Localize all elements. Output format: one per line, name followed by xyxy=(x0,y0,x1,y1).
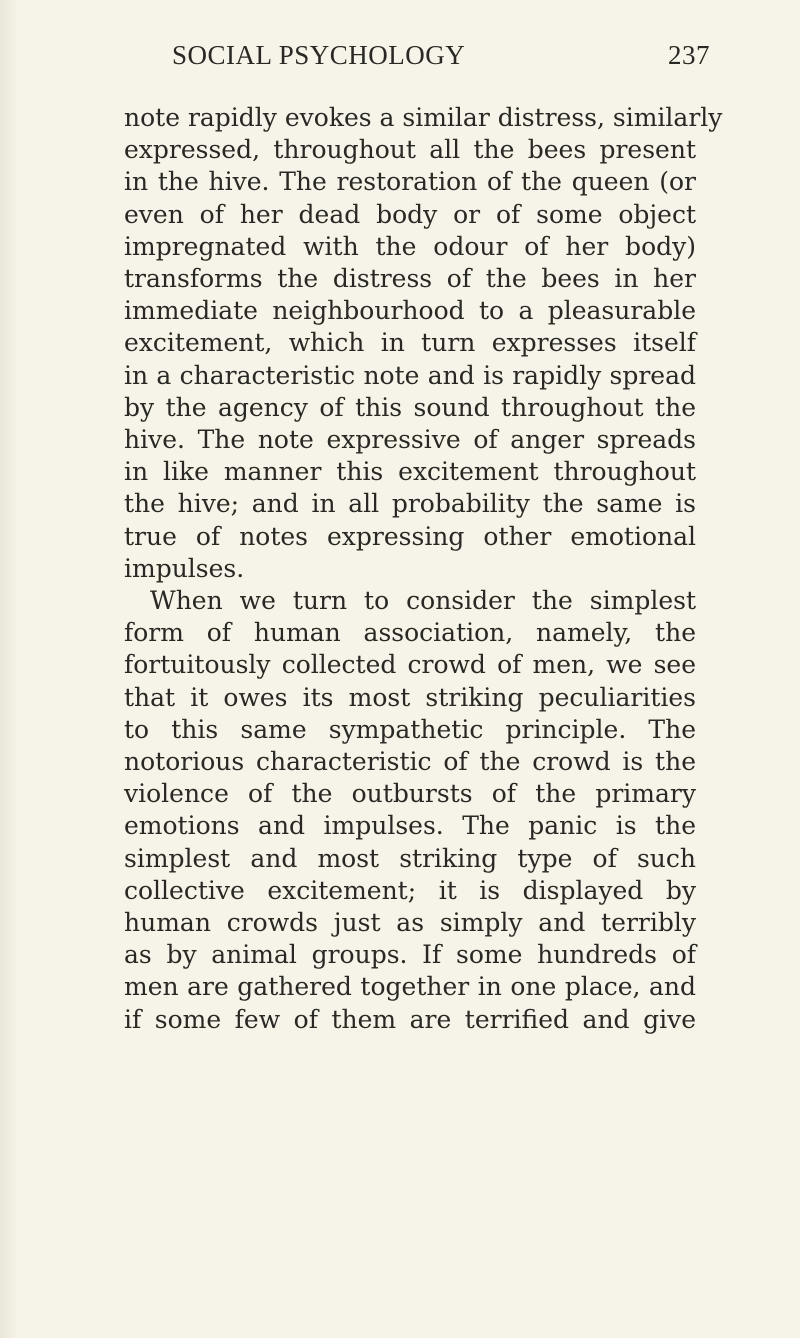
text-line: immediate neighbourhood to a pleasurable xyxy=(124,296,696,326)
text-line: human crowds just as simply and terribly xyxy=(124,908,696,938)
text-line: that it owes its most striking peculiarities xyxy=(124,682,696,712)
text-line: impregnated with the odour of her body) xyxy=(124,231,696,261)
text-line: notorious characteristic of the crowd is the xyxy=(124,747,696,777)
text-line: note rapidly evokes a similar distress, similarly xyxy=(124,103,723,132)
text-line: men are gathered together in one place, and xyxy=(124,972,696,1002)
text-line: as by animal groups. If some hundreds of xyxy=(124,940,696,970)
text-line: form of human association, namely, the xyxy=(124,618,696,648)
page-number: 237 xyxy=(668,40,710,70)
running-head xyxy=(124,40,710,80)
text-line: the hive; and in all probability the same is xyxy=(124,489,696,519)
paragraph-start-line: When we turn to consider the simplest xyxy=(150,586,696,616)
text-line: even of her dead body or of some object xyxy=(124,199,696,229)
text-line: in the hive. The restoration of the queen (or xyxy=(124,167,696,197)
text-line: if some few of them are terrified and give xyxy=(124,1004,696,1034)
paragraph-end-line: impulses. xyxy=(124,553,245,583)
text-line: simplest and most striking type of such xyxy=(124,843,696,873)
text-line: expressed, throughout all the bees present xyxy=(124,135,696,165)
text-line: to this same sympathetic principle. The xyxy=(124,714,696,744)
text-line: violence of the outbursts of the primary xyxy=(124,779,696,809)
text-line: true of notes expressing other emotional xyxy=(124,521,696,551)
text-line: hive. The note expressive of anger spreads xyxy=(124,425,696,455)
body-text xyxy=(124,102,723,1036)
text-line: excitement, which in turn expresses itself xyxy=(124,328,696,358)
text-line: in a characteristic note and is rapidly spread xyxy=(124,360,696,390)
text-line: by the agency of this sound throughout the xyxy=(124,392,696,422)
text-line: collective excitement; it is displayed by xyxy=(124,875,696,905)
text-line: emotions and impulses. The panic is the xyxy=(124,811,696,841)
text-line: transforms the distress of the bees in her xyxy=(124,264,696,294)
scan-edge-shadow xyxy=(0,0,18,1338)
text-line: fortuitously collected crowd of men, we see xyxy=(124,650,696,680)
running-title: SOCIAL PSYCHOLOGY xyxy=(172,40,466,70)
text-line: in like manner this excitement throughout xyxy=(124,457,696,487)
